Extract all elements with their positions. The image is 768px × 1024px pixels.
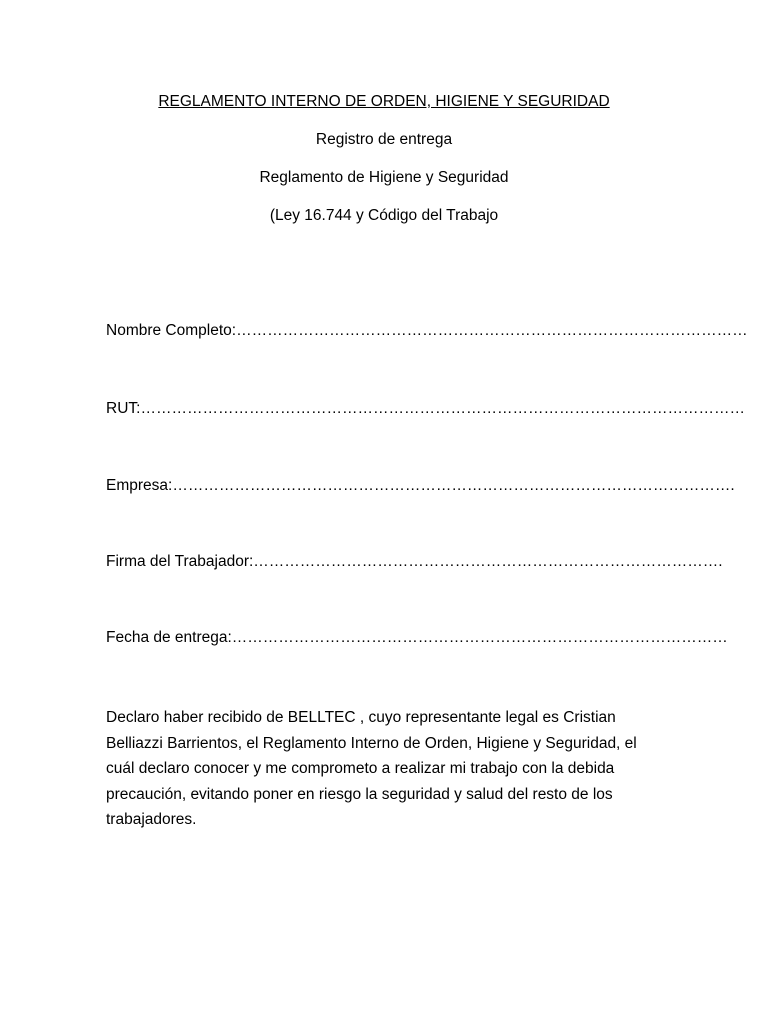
declaration-paragraph — [106, 705, 666, 833]
field-empresa: Empresa:………………………………………………………………………………………………. — [106, 477, 735, 494]
declaration-line: Belliazzi Barrientos, el Reglamento Interno de Orden, Higiene y Seguridad, el — [106, 734, 637, 752]
declaration-line: precaución, evitando poner en riesgo la seguridad y salud del resto de los — [106, 785, 613, 803]
document-subtitle-reglamento: Reglamento de Higiene y Seguridad — [259, 169, 509, 186]
field-fecha-entrega: Fecha de entrega:…………………………………………………………………………………… — [106, 629, 728, 646]
document-subtitle-registro: Registro de entrega — [315, 131, 453, 148]
field-rut: RUT:……………………………………………………………………………………………………… — [106, 400, 745, 417]
declaration-line: cuál declaro conocer y me comprometo a realizar mi trabajo con la debida — [106, 760, 615, 777]
field-firma-trabajador: Firma del Trabajador:………………………………………………………………………………. — [106, 553, 723, 570]
document-subtitle-ley: (Ley 16.744 y Código del Trabajo — [269, 207, 499, 224]
document-heading: REGLAMENTO INTERNO DE ORDEN, HIGIENE Y SEGURIDAD — [158, 93, 610, 110]
declaration-line: Declaro haber recibido de BELLTEC , cuyo representante legal es Cristian — [106, 709, 616, 726]
field-nombre-completo: Nombre Completo:……………………………………………………………………………………… — [106, 322, 748, 339]
declaration-line: trabajadores. — [106, 811, 197, 828]
